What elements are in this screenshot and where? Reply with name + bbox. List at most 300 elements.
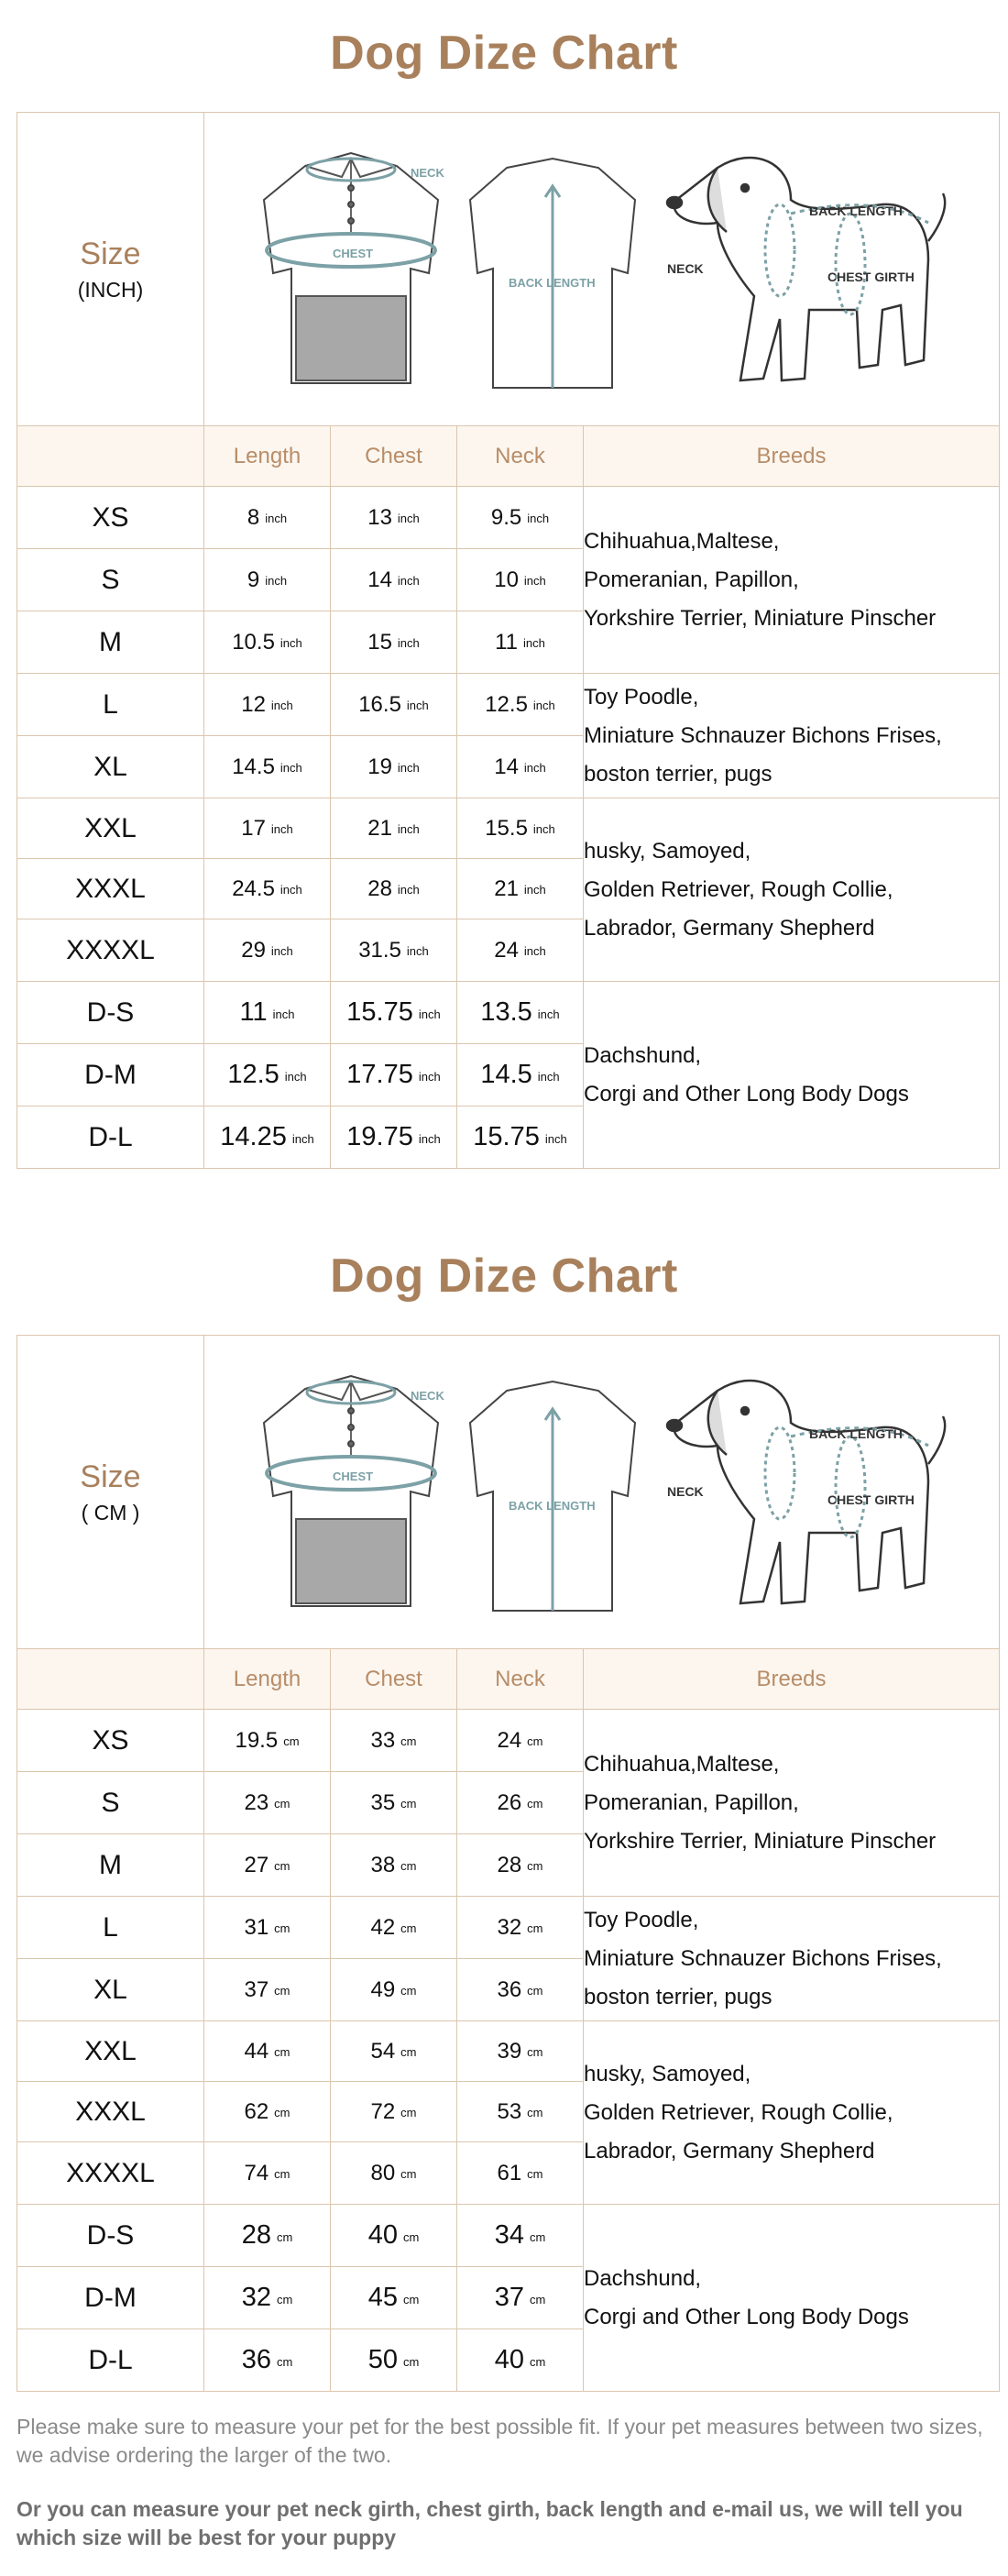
breed-line: Corgi and Other Long Body Dogs (584, 2304, 909, 2329)
unit-text: cm (276, 2355, 293, 2369)
chest-cell (331, 2267, 457, 2329)
column-header: Length (204, 426, 331, 487)
length-value: 9 (247, 567, 260, 592)
breeds-cell (584, 1897, 1000, 2021)
length-value: 32 (241, 2283, 271, 2312)
size-cell: XL (17, 1959, 204, 2021)
chest-label: CHEST (333, 247, 374, 260)
table-row (17, 2021, 1000, 2082)
shirt-front-icon (264, 153, 438, 383)
breed-line: Chihuahua,Maltese, (584, 1751, 780, 1777)
length-cell (204, 859, 331, 919)
length-cell (204, 2329, 331, 2392)
column-header: Chest (331, 1649, 457, 1710)
length-cell (204, 549, 331, 611)
neck-cell (457, 859, 584, 919)
breeds-cell (584, 674, 1000, 798)
unit-text: inch (406, 943, 429, 958)
breed-line: Golden Retriever, Rough Collie, (584, 2099, 893, 2125)
dog-chest-girth-label: CHEST GIRTH (827, 1492, 915, 1507)
unit-text: inch (418, 1007, 441, 1021)
chest-cell (331, 1044, 457, 1106)
unit-text: inch (279, 635, 302, 650)
length-value: 11 (239, 997, 268, 1027)
unit-text: inch (523, 760, 546, 775)
chest-value: 17.75 (346, 1060, 413, 1089)
chest-cell (331, 736, 457, 798)
neck-cell (457, 2142, 584, 2205)
neck-value: 11 (495, 629, 519, 655)
size-cell: S (17, 1772, 204, 1834)
chest-value: 54 (370, 2038, 396, 2064)
unit-text: inch (527, 511, 550, 525)
neck-cell (457, 1106, 584, 1169)
size-label: Size (80, 236, 141, 271)
breed-line: Corgi and Other Long Body Dogs (584, 1081, 909, 1106)
length-cell (204, 2142, 331, 2205)
dog-chest-girth-label: CHEST GIRTH (827, 270, 915, 284)
dog-back-length-label: BACK LENGTH (809, 1426, 903, 1441)
chest-value: 15 (367, 629, 392, 655)
length-value: 23 (244, 1789, 269, 1815)
table-row (17, 1897, 1000, 1959)
length-value: 31 (244, 1914, 269, 1940)
unit-text: inch (265, 511, 288, 525)
size-unit-cell (17, 113, 204, 426)
breed-line: Pomeranian, Papillon, (584, 567, 799, 592)
breeds-cell (584, 798, 1000, 982)
chest-value: 72 (370, 2098, 396, 2124)
neck-value: 53 (497, 2098, 522, 2124)
chest-cell (331, 982, 457, 1044)
size-cell: XXXXL (17, 2142, 204, 2205)
breeds-cell (584, 487, 1000, 674)
neck-cell (457, 1772, 584, 1834)
size-cell: XXXXL (17, 919, 204, 982)
chest-cell (331, 1897, 457, 1959)
size-cell: XXL (17, 2021, 204, 2082)
header-row (17, 426, 1000, 487)
unit-text: cm (527, 2105, 543, 2119)
neck-cell (457, 611, 584, 674)
unit-text: cm (402, 2293, 420, 2306)
neck-value: 14.5 (480, 1060, 532, 1089)
chest-label: CHEST (333, 1470, 374, 1483)
neck-value: 14 (494, 754, 519, 779)
unit-text: inch (291, 1132, 314, 1146)
size-cell: S (17, 549, 204, 611)
header-blank (17, 1649, 204, 1710)
unit-text: inch (272, 1007, 295, 1021)
breed-line: husky, Samoyed, (584, 2061, 751, 2086)
size-cell: XS (17, 1710, 204, 1772)
size-cell: M (17, 611, 204, 674)
length-value: 29 (241, 937, 266, 963)
unit-text: inch (532, 698, 555, 712)
header-row (17, 1649, 1000, 1710)
neck-value: 26 (497, 1789, 522, 1815)
shirt-front-icon (264, 1376, 438, 1606)
breeds-cell (584, 1710, 1000, 1897)
size-cell: D-L (17, 1106, 204, 1169)
chest-cell (331, 1106, 457, 1169)
size-chart-table (16, 112, 1000, 1169)
unit-text: cm (274, 1983, 290, 1998)
breed-line: Miniature Schnauzer Bichons Frises, (584, 722, 942, 748)
unit-text: cm (527, 1921, 543, 1935)
length-value: 44 (244, 2038, 269, 2064)
unit-text: inch (523, 573, 546, 588)
unit-text: inch (270, 821, 293, 836)
chest-cell (331, 2082, 457, 2142)
unit-text: inch (397, 882, 420, 897)
chest-value: 31.5 (358, 937, 401, 963)
unit-text: cm (527, 1734, 543, 1748)
breed-line: Labrador, Germany Shepherd (584, 2138, 875, 2163)
dog-back-length-label: BACK LENGTH (809, 204, 903, 218)
neck-cell (457, 919, 584, 982)
unit-text: inch (523, 882, 546, 897)
neck-value: 9.5 (490, 504, 522, 530)
size-cell: D-M (17, 1044, 204, 1106)
chest-value: 21 (367, 815, 392, 841)
chest-cell (331, 1710, 457, 1772)
unit-text: inch (265, 573, 288, 588)
length-value: 8 (247, 504, 260, 530)
chest-value: 50 (367, 2345, 398, 2374)
back-length-label: BACK LENGTH (509, 1499, 596, 1513)
dog-neck-label: NECK (667, 261, 704, 276)
breed-line: boston terrier, pugs (584, 1984, 772, 2009)
neck-value: 37 (494, 2283, 524, 2312)
neck-cell (457, 982, 584, 1044)
unit-label: ( CM ) (81, 1500, 140, 1525)
breed-line: Chihuahua,Maltese, (584, 528, 780, 554)
unit-text: cm (402, 2355, 420, 2369)
dog-neck-label: NECK (667, 1484, 704, 1499)
neck-value: 61 (497, 2160, 522, 2185)
length-cell (204, 1959, 331, 2021)
size-cell: L (17, 1897, 204, 1959)
length-cell (204, 2021, 331, 2082)
breed-line: Toy Poodle, (584, 684, 699, 710)
chart-title: Dog Dize Chart (330, 1249, 678, 1303)
neck-value: 39 (497, 2038, 522, 2064)
length-value: 37 (244, 1976, 269, 2002)
size-unit-cell (17, 1336, 204, 1649)
unit-text: inch (397, 821, 420, 836)
unit-text: inch (397, 573, 420, 588)
unit-text: inch (397, 635, 420, 650)
breeds-cell (584, 982, 1000, 1169)
length-cell (204, 2082, 331, 2142)
length-cell (204, 798, 331, 859)
neck-cell (457, 487, 584, 549)
chest-cell (331, 1959, 457, 2021)
chest-value: 42 (370, 1914, 396, 1940)
neck-cell (457, 2267, 584, 2329)
length-value: 12 (241, 691, 266, 717)
chest-cell (331, 2021, 457, 2082)
chest-value: 16.5 (358, 691, 401, 717)
unit-text: inch (406, 698, 429, 712)
breed-line: Pomeranian, Papillon, (584, 1789, 799, 1815)
contact-note: Or you can measure your pet neck girth, chest girth, back length and e-mail us, we will tell you which size will be best for your puppy (16, 2497, 963, 2549)
chest-value: 45 (367, 2283, 398, 2312)
chest-value: 33 (370, 1727, 396, 1753)
unit-text: inch (523, 635, 545, 650)
length-value: 24.5 (232, 875, 275, 901)
chest-value: 13 (367, 504, 392, 530)
neck-cell (457, 1959, 584, 2021)
neck-cell (457, 1044, 584, 1106)
length-value: 14.5 (232, 754, 275, 779)
chest-value: 19.75 (346, 1122, 413, 1151)
neck-value: 36 (497, 1976, 522, 2002)
length-cell (204, 982, 331, 1044)
size-cell: XXXL (17, 859, 204, 919)
chest-value: 28 (367, 875, 392, 901)
unit-text: cm (400, 2166, 417, 2181)
unit-text: cm (529, 2355, 546, 2369)
size-cell: XL (17, 736, 204, 798)
length-cell (204, 1044, 331, 1106)
breed-line: husky, Samoyed, (584, 838, 751, 864)
unit-text: cm (274, 2105, 290, 2119)
neck-cell (457, 549, 584, 611)
length-value: 62 (244, 2098, 269, 2124)
breed-line: boston terrier, pugs (584, 761, 772, 787)
length-value: 36 (241, 2345, 271, 2374)
length-value: 28 (241, 2220, 271, 2250)
size-cell: D-S (17, 2205, 204, 2267)
breeds-cell (584, 2205, 1000, 2392)
unit-text: cm (529, 2230, 546, 2244)
size-chart-table (16, 1335, 1000, 2392)
header-blank (17, 426, 204, 487)
unit-text: cm (400, 2105, 417, 2119)
unit-text: cm (529, 2293, 546, 2306)
length-value: 19.5 (235, 1727, 279, 1753)
measurement-diagram (204, 113, 1000, 426)
garment-dog-diagram (204, 1336, 992, 1649)
table-row (17, 2205, 1000, 2267)
table-row (17, 674, 1000, 736)
breed-line: Miniature Schnauzer Bichons Frises, (584, 1945, 942, 1971)
unit-text: inch (397, 511, 420, 525)
breed-line: Dachshund, (584, 1042, 702, 1068)
length-value: 27 (244, 1852, 269, 1877)
neck-value: 40 (494, 2345, 524, 2374)
size-cell: XS (17, 487, 204, 549)
unit-text: inch (270, 943, 293, 958)
table-row (17, 798, 1000, 859)
chest-value: 14 (367, 567, 392, 592)
table-row (17, 1710, 1000, 1772)
length-cell (204, 1834, 331, 1897)
length-value: 74 (244, 2160, 269, 2185)
column-header: Breeds (584, 1649, 1000, 1710)
table-row (17, 982, 1000, 1044)
neck-cell (457, 1834, 584, 1897)
unit-text: cm (274, 1796, 290, 1811)
breed-line: Golden Retriever, Rough Collie, (584, 876, 893, 902)
length-cell (204, 1710, 331, 1772)
neck-label: NECK (411, 166, 444, 180)
neck-value: 15.75 (473, 1122, 540, 1151)
unit-text: cm (400, 2044, 417, 2059)
size-cell: M (17, 1834, 204, 1897)
length-cell (204, 2205, 331, 2267)
unit-text: cm (283, 1734, 300, 1748)
unit-text: inch (523, 943, 546, 958)
unit-text: cm (400, 1796, 417, 1811)
unit-text: inch (544, 1132, 567, 1146)
chart-title: Dog Dize Chart (330, 27, 678, 80)
breed-line: Toy Poodle, (584, 1907, 699, 1932)
neck-value: 12.5 (485, 691, 528, 717)
unit-text: cm (276, 2230, 293, 2244)
length-cell (204, 1106, 331, 1169)
breed-line: Yorkshire Terrier, Miniature Pinscher (584, 605, 937, 631)
chest-cell (331, 919, 457, 982)
size-cell: XXXL (17, 2082, 204, 2142)
chest-cell (331, 2142, 457, 2205)
length-cell (204, 487, 331, 549)
neck-cell (457, 2329, 584, 2392)
neck-value: 28 (497, 1852, 522, 1877)
neck-cell (457, 2021, 584, 2082)
unit-text: cm (400, 1734, 417, 1748)
unit-text: cm (527, 2044, 543, 2059)
fit-note: Please make sure to measure your pet for the best possible fit. If your pet measures between two sizes, we advise ordering the larger of the two. (16, 2415, 983, 2467)
length-value: 12.5 (227, 1060, 279, 1089)
chest-value: 40 (367, 2220, 398, 2250)
unit-text: cm (274, 2044, 290, 2059)
back-length-label: BACK LENGTH (509, 276, 596, 290)
neck-cell (457, 2205, 584, 2267)
neck-value: 21 (494, 875, 519, 901)
neck-value: 24 (494, 937, 519, 963)
unit-text: inch (284, 1070, 307, 1084)
breed-line: Yorkshire Terrier, Miniature Pinscher (584, 1828, 937, 1854)
size-cell: D-L (17, 2329, 204, 2392)
length-cell (204, 611, 331, 674)
length-cell (204, 2267, 331, 2329)
breed-line: Labrador, Germany Shepherd (584, 915, 875, 941)
neck-value: 32 (497, 1914, 522, 1940)
chest-cell (331, 1772, 457, 1834)
length-cell (204, 736, 331, 798)
neck-cell (457, 1897, 584, 1959)
length-value: 14.25 (220, 1122, 287, 1151)
size-cell: L (17, 674, 204, 736)
neck-cell (457, 736, 584, 798)
unit-label: (INCH) (77, 277, 144, 302)
chest-cell (331, 859, 457, 919)
length-cell (204, 1772, 331, 1834)
unit-text: cm (527, 2166, 543, 2181)
neck-value: 34 (494, 2220, 524, 2250)
neck-cell (457, 798, 584, 859)
chest-value: 15.75 (346, 997, 413, 1027)
illustration-row (17, 113, 1000, 426)
column-header: Breeds (584, 426, 1000, 487)
unit-text: cm (274, 2166, 290, 2181)
table-row (17, 487, 1000, 549)
unit-text: cm (402, 2230, 420, 2244)
shirt-back-icon (470, 159, 635, 388)
length-cell (204, 674, 331, 736)
unit-text: cm (527, 1983, 543, 1998)
unit-text: inch (418, 1132, 441, 1146)
chest-value: 35 (370, 1789, 396, 1815)
chest-cell (331, 611, 457, 674)
length-cell (204, 1897, 331, 1959)
unit-text: inch (270, 698, 293, 712)
unit-text: inch (532, 821, 555, 836)
column-header: Chest (331, 426, 457, 487)
size-cell: XXL (17, 798, 204, 859)
neck-cell (457, 674, 584, 736)
unit-text: inch (537, 1070, 560, 1084)
chest-value: 19 (367, 754, 392, 779)
chest-value: 80 (370, 2160, 396, 2185)
size-cell: D-M (17, 2267, 204, 2329)
unit-text: inch (418, 1070, 441, 1084)
length-cell (204, 919, 331, 982)
chest-cell (331, 2205, 457, 2267)
measurement-diagram (204, 1336, 1000, 1649)
size-label: Size (80, 1459, 141, 1494)
neck-label: NECK (411, 1389, 444, 1403)
unit-text: inch (537, 1007, 560, 1021)
neck-value: 24 (497, 1727, 522, 1753)
unit-text: cm (276, 2293, 293, 2306)
breeds-cell (584, 2021, 1000, 2205)
illustration-row (17, 1336, 1000, 1649)
unit-text: cm (400, 1858, 417, 1873)
neck-value: 15.5 (485, 815, 528, 841)
size-cell: D-S (17, 982, 204, 1044)
chest-cell (331, 1834, 457, 1897)
column-header: Neck (457, 426, 584, 487)
neck-cell (457, 1710, 584, 1772)
unit-text: cm (527, 1858, 543, 1873)
column-header: Neck (457, 1649, 584, 1710)
chest-cell (331, 798, 457, 859)
unit-text: cm (400, 1983, 417, 1998)
unit-text: cm (527, 1796, 543, 1811)
chest-cell (331, 487, 457, 549)
breed-line: Dachshund, (584, 2265, 702, 2291)
chest-value: 49 (370, 1976, 396, 2002)
chest-cell (331, 549, 457, 611)
shirt-back-icon (470, 1382, 635, 1611)
neck-value: 13.5 (480, 997, 532, 1027)
unit-text: inch (279, 760, 302, 775)
unit-text: cm (274, 1921, 290, 1935)
column-header: Length (204, 1649, 331, 1710)
unit-text: cm (274, 1858, 290, 1873)
unit-text: inch (397, 760, 420, 775)
unit-text: inch (279, 882, 302, 897)
length-value: 17 (241, 815, 266, 841)
chest-cell (331, 2329, 457, 2392)
unit-text: cm (400, 1921, 417, 1935)
neck-value: 10 (494, 567, 519, 592)
garment-dog-diagram (204, 113, 992, 426)
